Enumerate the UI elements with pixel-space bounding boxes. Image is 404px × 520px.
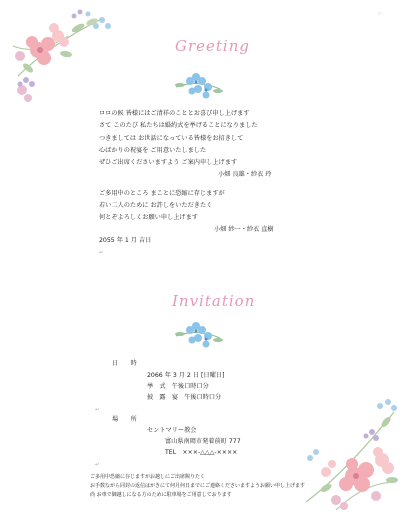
- blue-flower-cluster-icon: [172, 69, 224, 103]
- floral-corner-bottom-right: [296, 392, 400, 512]
- corner-mark: ⸝: [378, 9, 382, 16]
- blue-flower-cluster-icon: [172, 318, 224, 352]
- greeting-date: 2055 年 1 月 吉日: [99, 237, 152, 244]
- venue-phone: TEL ×××-△△△-××××: [165, 449, 238, 456]
- venue-address: 富山県南岡市発着前町 777: [165, 438, 241, 445]
- datetime-label: 日 時: [112, 360, 137, 367]
- paragraph-mark: ↵: [99, 250, 104, 256]
- signature-parents-1: 小畑 良雄・紗衣 玲: [218, 171, 272, 178]
- reception-time: 披 露 宴 午後口時口分: [147, 394, 222, 401]
- ceremony-time: 挙 式 午後口時口分: [147, 383, 209, 390]
- greeting-line: ロロの候 皆様にはご清祥のこととお喜び申し上げます: [99, 110, 250, 117]
- greeting-line: 心ばかりの祝宴を ご用意いたしました: [99, 147, 207, 154]
- footer-note: ご多用中恐縮に存じますがお越しにご出席賜りたく: [90, 474, 206, 480]
- venue-label: 場 所: [112, 416, 137, 423]
- signature-parents-2: 小畑 紗一・紗衣 直樹: [214, 226, 274, 233]
- greeting-line: つきましては お世話になっている皆様をお招きして: [99, 135, 244, 142]
- paragraph-mark: ↵: [95, 462, 100, 468]
- greeting-line: ご多用中のところ まことに恐縮に存じますが: [99, 190, 225, 197]
- greeting-line: 若い二人のために お許しをいただきたく: [99, 202, 213, 209]
- event-date: 2066 年 3 月 2 日 [日曜日]: [147, 372, 225, 379]
- greeting-line: 何とぞよろしくお願い申し上げます: [99, 214, 198, 221]
- greeting-line: さて このたび 私たちは婚約式を挙げることになりました: [99, 122, 258, 129]
- footer-note: お手数ながら同封の返信はがきにて何月何日までにご連絡くださいますようお願い申し上げます: [90, 483, 306, 489]
- footer-note: 尚 お車で御越しになる方のために駐車場をご用意しております: [90, 492, 232, 498]
- venue-name: セントマリー教会: [147, 427, 197, 434]
- invitation-title: Invitation: [172, 292, 256, 310]
- floral-corner-top-left: [8, 6, 118, 106]
- greeting-title: Greeting: [175, 37, 250, 55]
- greeting-line: ぜひご出席くださいますよう ご案内申し上げます: [99, 159, 238, 166]
- paragraph-mark: ↵: [95, 407, 100, 413]
